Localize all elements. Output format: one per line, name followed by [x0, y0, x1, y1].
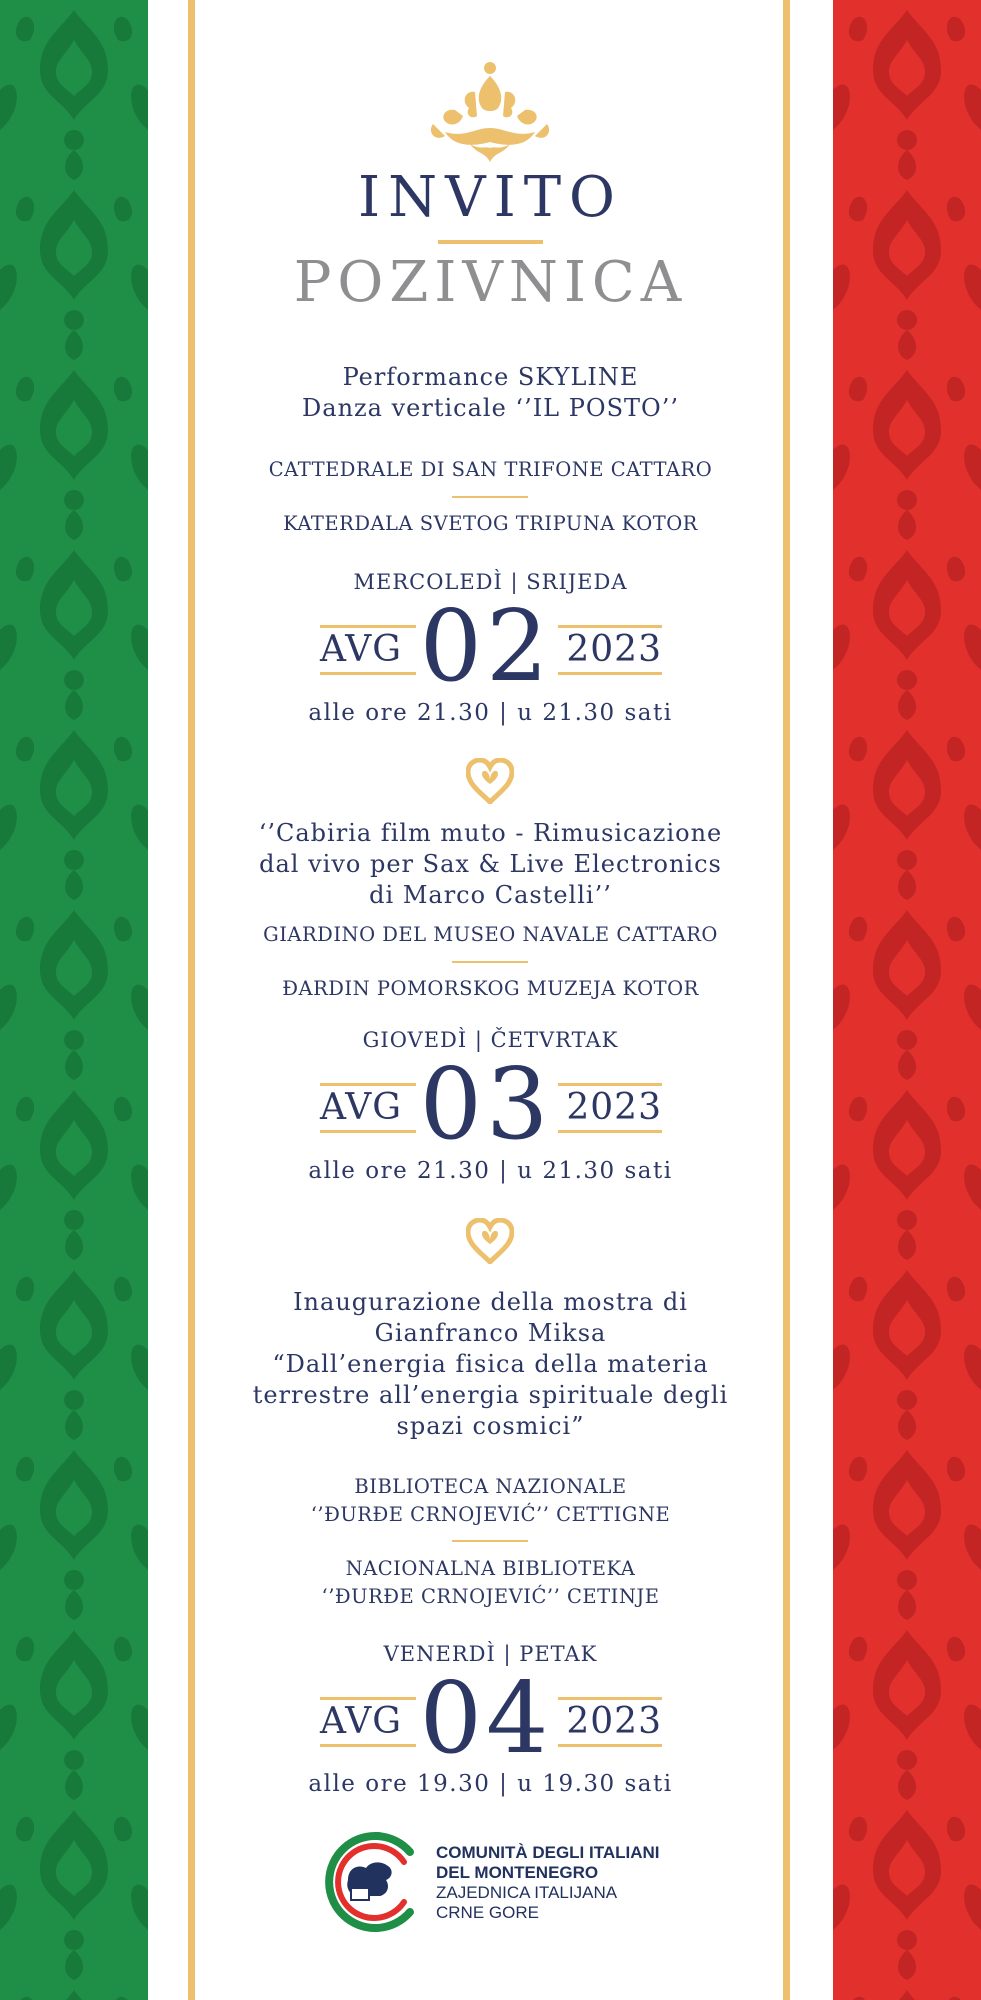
date-day: 03: [419, 1048, 553, 1162]
event-3-time: alle ore 19.30 | u 19.30 sati: [308, 1771, 673, 1797]
date-year: 2023: [558, 625, 662, 675]
event-1-venue-divider: [452, 496, 528, 498]
event-2-venue-it: GIARDINO DEL MUSEO NAVALE CATTARO: [263, 923, 718, 946]
red-damask-pattern: [833, 0, 981, 2000]
date-year: 2023: [558, 1697, 662, 1747]
event-3-venue-it-line: BIBLIOTECA NAZIONALE: [354, 1475, 627, 1498]
event-3-title-line: “Dall’energia fisica della materia: [272, 1350, 709, 1378]
event-3-venue-it-line: ‘’ĐURĐE CRNOJEVIĆ’’ CETTIGNE: [310, 1503, 671, 1526]
gold-vertical-line-right: [783, 0, 790, 2000]
event-3-venue-it: [200, 1473, 781, 1529]
organization-name: [436, 1843, 756, 1923]
event-2-time: alle ore 21.30 | u 21.30 sati: [308, 1158, 673, 1184]
org-name-me-line-2: CRNE GORE: [436, 1903, 539, 1922]
title-divider: [438, 240, 543, 244]
title-invito: INVITO: [358, 165, 623, 230]
event-3-venue-me-line: NACIONALNA BIBLIOTEKA: [345, 1557, 636, 1580]
event-3-weekday: VENERDÌ | PETAK: [383, 1642, 598, 1666]
org-name-it-line-2: DEL MONTENEGRO: [436, 1863, 599, 1882]
green-damask-pattern: [0, 0, 148, 2000]
event-1-venue-it: CATTEDRALE DI SAN TRIFONE CATTARO: [268, 458, 713, 481]
event-1-date: [200, 590, 781, 704]
invitation-content: [200, 0, 781, 2000]
date-day: 04: [419, 1662, 553, 1776]
event-2-venue-divider: [452, 961, 528, 963]
event-1-time: alle ore 21.30 | u 21.30 sati: [308, 700, 673, 726]
event-2-title-line: ‘’Cabiria film muto - Rimusicazione: [258, 819, 723, 847]
event-1-title-line: Danza verticale ‘’IL POSTO’’: [302, 394, 679, 422]
date-month: AVG: [320, 625, 416, 675]
gold-vertical-line-left: [188, 0, 195, 2000]
red-damask-band: [833, 0, 981, 2000]
event-3-venue-me: [200, 1555, 781, 1611]
event-1-title-line: Performance SKYLINE: [342, 363, 639, 391]
event-1-venue-me: KATERDALA SVETOG TRIPUNA KOTOR: [283, 512, 698, 535]
event-1-weekday: MERCOLEDÌ | SRIJEDA: [353, 570, 628, 594]
event-2-venue-me: ĐARDIN POMORSKOG MUZEJA KOTOR: [282, 977, 699, 1000]
event-3-title-line: terrestre all’energia spirituale degli: [252, 1381, 729, 1409]
event-3-title: [200, 1287, 781, 1442]
event-1-title: [200, 362, 781, 424]
event-3-date: [200, 1662, 781, 1776]
event-2-title-line: di Marco Castelli’’: [369, 881, 612, 909]
gold-heart-ornament-icon: [466, 1218, 514, 1264]
event-3-title-line: Inaugurazione della mostra di: [293, 1288, 688, 1316]
event-2-date: [200, 1048, 781, 1162]
date-year: 2023: [558, 1083, 662, 1133]
green-damask-band: [0, 0, 148, 2000]
date-month: AVG: [320, 1697, 416, 1747]
gold-crown-ornament-icon: [425, 62, 555, 162]
event-2-title-line: dal vivo per Sax & Live Electronics: [259, 850, 722, 878]
date-month: AVG: [320, 1083, 416, 1133]
event-3-venue-divider: [452, 1540, 528, 1542]
event-2-weekday: GIOVEDÌ | ČETVRTAK: [362, 1028, 619, 1052]
gold-heart-ornament-icon: [466, 758, 514, 804]
lion-of-saint-mark-logo-icon: [318, 1830, 422, 1934]
title-pozivnica: POZIVNICA: [293, 250, 688, 315]
org-name-me-line-1: ZAJEDNICA ITALIJANA: [436, 1883, 618, 1902]
event-2-title: [200, 818, 781, 911]
event-3-venue-me-line: ‘’ĐURĐE CRNOJEVIĆ’’ CETINJE: [321, 1585, 660, 1608]
org-name-it-line-1: COMUNITÀ DEGLI ITALIANI: [436, 1843, 660, 1862]
date-day: 02: [419, 590, 553, 704]
event-3-title-line: spazi cosmici”: [396, 1412, 585, 1440]
event-3-title-line: Gianfranco Miksa: [374, 1319, 607, 1347]
